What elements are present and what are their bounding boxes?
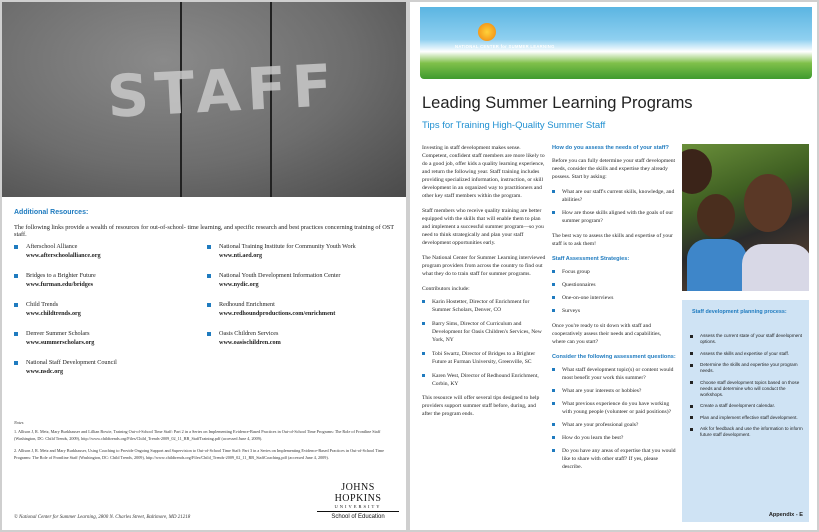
staff-shirt-photo	[2, 2, 406, 197]
resource-name: Afterschool Alliance	[26, 243, 78, 250]
list-item	[552, 434, 676, 442]
bullet-icon	[690, 364, 693, 367]
note-item: 2. Allison J, R. Metz and Mary Burkhauser, Using Coaching to Provide Ongoing Support and Supervision to Out-of-School Time Staff: Part 3 in a Series on Implementing Evidence-Based Practices in Out-of-School Time Programs: The Role of Frontline Staff (Washington, DC: Child Trends, 2009), http://www.childtrends.org/Files/Child_Trends-2009_02_11_RB_StaffCoaching.pdf (accessed June 4, 2009).	[14, 448, 384, 460]
resource-item[interactable]	[207, 242, 392, 260]
resources-intro: The following links provide a wealth of resources for out-of-school- time learning, and specific research and best practices concerning training of OST staff.	[14, 224, 395, 238]
resource-name: Bridges to a Brighter Future	[26, 272, 96, 279]
resource-url[interactable]: www.childtrends.org	[26, 310, 81, 317]
contributor-item	[422, 298, 547, 314]
resources-column-1	[14, 242, 199, 387]
resource-item[interactable]	[207, 271, 392, 289]
contributor-text: Tobi Swartz, Director of Bridges to a Brighter Future at Furman University, Greenville, SC	[432, 351, 536, 365]
resource-name: Oasis Children Services	[219, 330, 279, 337]
header-banner	[420, 7, 812, 79]
notes-section	[14, 420, 399, 467]
list-item	[552, 294, 676, 302]
bullet-icon	[690, 416, 693, 419]
jhu-logo-school: School of Education	[331, 514, 385, 520]
bullet-icon	[552, 296, 555, 299]
bullet-icon	[690, 405, 693, 408]
bullet-icon	[422, 352, 425, 355]
bullet-icon	[552, 309, 555, 312]
contributors-heading: Contributors include:	[422, 286, 470, 292]
sun-logo-icon	[478, 23, 496, 41]
list-item-text: What are our staff's current skills, knowledge, and abilities?	[562, 189, 675, 203]
bullet-icon	[552, 211, 555, 214]
list-item	[552, 268, 676, 276]
page-title: Leading Summer Learning Programs	[422, 94, 693, 112]
resource-url[interactable]: www.nti.aed.org	[219, 252, 263, 259]
bullet-icon	[690, 335, 693, 338]
resources-column-2	[207, 242, 392, 358]
process-item-text: Create a staff development calendar.	[700, 403, 775, 408]
process-item-text: Plan and implement effective staff development.	[700, 414, 798, 420]
paragraph: Once you're ready to sit down with staff and cooperatively assess their needs and capabilities, where can you start?	[552, 323, 662, 345]
paragraph: Before you can fully determine your staff development needs, consider the skills and expertise they already possess. Start by asking:	[552, 158, 676, 180]
list-item-text: How do you learn the best?	[562, 435, 624, 441]
jhu-logo	[317, 482, 399, 520]
section-heading: Consider the following assessment questions:	[552, 354, 676, 360]
logo-divider	[317, 511, 399, 512]
process-item	[690, 403, 805, 409]
section-heading: Staff Assessment Strategies:	[552, 256, 630, 262]
list-item	[552, 209, 676, 225]
resource-url[interactable]: www.redhoundproductions.com/enrichment	[219, 310, 336, 317]
bullet-icon	[552, 368, 555, 371]
process-item-text: Determine the skills and expertise your program needs.	[700, 362, 798, 373]
list-item	[552, 366, 676, 382]
bullet-icon	[552, 436, 555, 439]
resource-url[interactable]: www.furman.edu/bridges	[26, 281, 94, 288]
photo-shirt-shape	[742, 244, 809, 291]
bullet-icon	[552, 283, 555, 286]
resource-name: National Staff Development Council	[26, 359, 117, 366]
list-item-text: What are your interests or hobbies?	[562, 388, 642, 394]
bullet-icon	[690, 428, 693, 431]
logo-text: NATIONAL CENTER for SUMMER LEARNING	[455, 44, 555, 49]
bullet-icon	[207, 245, 211, 249]
process-item	[690, 426, 805, 438]
process-list	[690, 333, 805, 444]
resource-url[interactable]: www.nydic.org	[219, 281, 259, 288]
paragraph: Investing in staff development makes sense. Competent, confident staff members are more likely to do a good job, offer kids a quality learning experience, and return the following year. Staff training includes providing specialized information, instruction, or skill development in an organized way to practitioners and other key staff members within the program.	[422, 145, 545, 199]
bullet-icon	[14, 303, 18, 307]
bullet-icon	[422, 374, 425, 377]
resource-item[interactable]	[14, 242, 199, 260]
list-item	[552, 387, 676, 395]
bullet-icon	[14, 332, 18, 336]
resource-item[interactable]	[14, 271, 199, 289]
paragraph: Staff members who receive quality training are better equipped with the skills that will enable them to plan and implement a successful summer program—so you need to think strategically and plan your staff development opportunities early.	[422, 208, 544, 246]
contributor-text: Barry Sims, Director of Curriculum and Development for Oasis Children's Services, New York, NY	[432, 321, 542, 343]
resource-url[interactable]: www.afterschoolalliance.org	[26, 252, 101, 259]
process-item	[690, 415, 805, 421]
photo-shirt-shape	[687, 239, 747, 291]
process-heading: Staff development planning process:	[692, 309, 787, 315]
resource-url[interactable]: www.nsdc.org	[26, 368, 64, 375]
text-column-1	[422, 144, 547, 425]
notes-heading: Notes	[14, 420, 24, 425]
bullet-icon	[552, 190, 555, 193]
resource-name: Denver Summer Scholars	[26, 330, 90, 337]
process-item	[690, 380, 805, 398]
bullet-list	[552, 366, 676, 471]
resource-item[interactable]	[14, 329, 199, 347]
resource-url[interactable]: www.summerscholars.org	[26, 339, 95, 346]
text-column-2	[552, 144, 676, 478]
resource-name: Redhound Enrichment	[219, 301, 275, 308]
resource-name: Child Trends	[26, 301, 59, 308]
jhu-logo-name: JOHNS HOPKINS	[334, 482, 382, 504]
bullet-icon	[207, 303, 211, 307]
note-item: 1. Allison J, R. Metz, Mary Burkhauser and Lillian Bowie, Training Out-of-School Time Staff: Part 2 in a Series on Implementing Evidence-Based Practices in Out-of-School Time Programs: The Role of Frontline Staff (Washington, DC: Child Trends, 2009), http://www.childtrends.org/Files/Child_Trends-2009_02_11_RB_StaffTraining.pdf (accessed June 4, 2009).	[14, 429, 381, 441]
bullet-icon	[207, 274, 211, 278]
left-page	[2, 2, 406, 530]
bullet-list	[552, 268, 676, 315]
list-item	[552, 421, 676, 429]
list-item-text: Do you have any areas of expertise that you would like to share with other staff? If yes, please describe.	[562, 448, 676, 470]
bullet-icon	[552, 402, 555, 405]
resource-url[interactable]: www.oasischildren.com	[219, 339, 281, 346]
list-item-text: Focus group	[562, 269, 590, 275]
resource-item[interactable]	[207, 329, 392, 347]
photo-face-shape	[697, 194, 735, 238]
bullet-icon	[690, 381, 693, 384]
paragraph: The best way to assess the skills and expertise of your staff is to ask them!	[552, 233, 673, 247]
resource-item[interactable]	[14, 358, 199, 376]
list-item-text: How are those skills aligned with the goals of our summer program?	[562, 210, 674, 224]
list-item	[552, 400, 676, 416]
process-item	[690, 362, 805, 374]
photo-face-shape	[682, 149, 712, 194]
appendix-label: Appendix - E	[768, 512, 803, 518]
bullet-icon	[552, 449, 555, 452]
list-item	[552, 307, 676, 315]
right-page	[410, 2, 817, 530]
paragraph: The National Center for Summer Learning interviewed program providers from across the country to find out what they do to train staff for summer programs.	[422, 255, 546, 277]
list-item	[552, 188, 676, 204]
bullet-icon	[422, 322, 425, 325]
bullet-icon	[14, 361, 18, 365]
list-item-text: What staff development topic(s) or content would most benefit your work this summer?	[562, 367, 674, 381]
bullet-icon	[14, 245, 18, 249]
process-item	[690, 333, 805, 345]
process-item-text: Ask for feedback and use the information to inform future staff development.	[700, 426, 803, 437]
process-sidebar	[682, 300, 809, 522]
list-item	[552, 281, 676, 289]
resource-name: National Youth Development Information Center	[219, 272, 341, 279]
process-item-text: Assess the skills and expertise of your staff.	[700, 350, 790, 356]
page-subtitle: Tips for Training High-Quality Summer Staff	[422, 120, 606, 131]
list-item-text: Questionnaires	[562, 282, 596, 288]
section-heading: How do you assess the needs of your staff?	[552, 145, 669, 151]
list-item	[552, 447, 676, 471]
list-item-text: One-on-one interviews	[562, 295, 614, 301]
contributor-text: Karen West, Director of Redhound Enrichment, Corbin, KY	[432, 373, 539, 387]
bullet-icon	[552, 270, 555, 273]
resource-name: National Training Institute for Community Youth Work	[219, 243, 356, 250]
process-item	[690, 351, 805, 357]
bullet-icon	[422, 300, 425, 303]
list-item-text: What are your professional goals?	[562, 422, 639, 428]
photo-face-shape	[744, 174, 792, 232]
jhu-logo-university: UNIVERSITY	[334, 504, 382, 509]
resource-item[interactable]	[207, 300, 392, 318]
contributor-item	[422, 320, 547, 344]
resources-title: Additional Resources:	[14, 209, 89, 216]
list-item-text: What previous experience do you have working with young people (volunteer or paid positions)?	[562, 401, 672, 415]
contributor-item	[422, 350, 547, 366]
contributor-text: Karin Hostetter, Director of Enrichment for Summer Scholars, Denver, CO	[432, 299, 530, 313]
list-item-text: Surveys	[562, 308, 581, 314]
children-photo	[682, 144, 809, 291]
resource-item[interactable]	[14, 300, 199, 318]
bullet-list	[552, 188, 676, 225]
bullet-icon	[552, 423, 555, 426]
contributor-item	[422, 372, 547, 388]
copyright-footer: © National Center for Summer Learning, 2800 N. Charles Street, Baltimore, MD 21218	[14, 515, 191, 520]
bullet-icon	[552, 389, 555, 392]
process-item-text: Choose staff development topics based on those needs and determine who will conduct the workshops.	[700, 379, 800, 397]
bullet-icon	[207, 332, 211, 336]
bullet-icon	[690, 352, 693, 355]
process-item-text: Assess the current state of your staff development options.	[700, 333, 803, 344]
photo-shirt-text: STAFF	[105, 51, 340, 131]
paragraph: This resource will offer several tips designed to help providers support summer staff before, during, and after the program ends.	[422, 395, 540, 417]
bullet-icon	[14, 274, 18, 278]
